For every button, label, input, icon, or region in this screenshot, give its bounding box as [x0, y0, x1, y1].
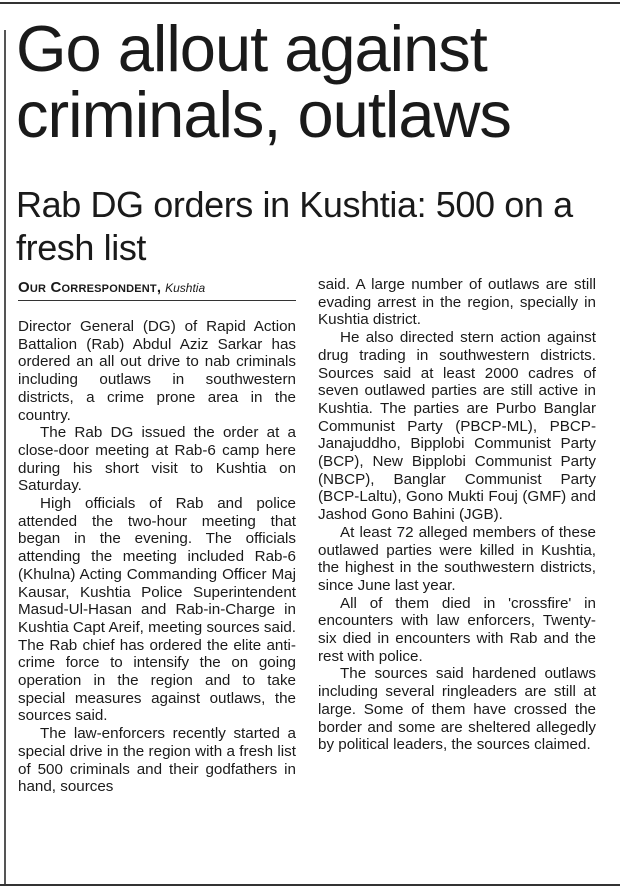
top-border-rule	[0, 2, 620, 4]
bottom-border-rule	[0, 884, 620, 886]
subheadline: Rab DG orders in Kushtia: 500 on a fresh list	[16, 184, 573, 268]
article-column-1	[18, 318, 296, 796]
byline-location: Kushtia	[165, 281, 206, 295]
paragraph: At least 72 alleged members of these outlawed parties were killed in Kushtia, the highest in the southwestern districts, since June last year.	[318, 523, 596, 594]
paragraph: said. A large number of outlaws are still evading arrest in the region, specially in Kushtia district.	[318, 276, 596, 329]
paragraph: All of them died in 'crossfire' in encounters with law enforcers, Twenty-six died in encounters with Rab and the rest with police.	[318, 594, 596, 665]
article-column-2	[318, 276, 596, 754]
headline: Go allout against criminals, outlaws	[16, 12, 511, 151]
paragraph: Director General (DG) of Rapid Action Battalion (Rab) Abdul Aziz Sarkar has ordered an all out drive to nab criminals including outlaws in southwestern districts, a crime prone area in the country.	[18, 318, 296, 424]
left-border-rule	[4, 30, 6, 886]
paragraph: High officials of Rab and police attended the two-hour meeting that began in the evening. The officials attending the meeting included Rab-6 (Khulna) Acting Commanding Officer Maj Kausar, Kushtia Police Superintendent Masud-Ul-Hasan and Rab-in-Charge in Kushtia Capt Areif, meeting sources said. The Rab chief has ordered the elite anti-crime force to intensify the on going operation in the region and to take special measures against outlaws, the sources said.	[18, 495, 296, 725]
byline-name: Our Correspondent,	[18, 279, 162, 296]
paragraph: The law-enforcers recently started a special drive in the region with a fresh list of 500 criminals and their godfathers in hand, sources	[18, 725, 296, 796]
paragraph: The sources said hardened outlaws including several ringleaders are still at large. Some of them have crossed the border and some are sheltered allegedly by political leaders, the sources claimed.	[318, 665, 596, 754]
paragraph: He also directed stern action against drug trading in southwestern districts. Sources said at least 2000 cadres of seven outlawed parties are still active in Kushtia. The parties are Purbo Banglar Communist Party (PBCP-ML), PBCP-Janajuddho, Bipplobi Communist Party (BCP), New Bipplobi Communist Party (NBCP), Banglar Communist Party (BCP-Laltu), Gono Mukti Fouj (GMF) and Jashod Gono Bahini (JGB).	[318, 329, 596, 524]
paragraph: The Rab DG issued the order at a close-door meeting at Rab-6 camp here during his short visit to Kushtia on Saturday.	[18, 424, 296, 495]
byline	[18, 279, 296, 301]
